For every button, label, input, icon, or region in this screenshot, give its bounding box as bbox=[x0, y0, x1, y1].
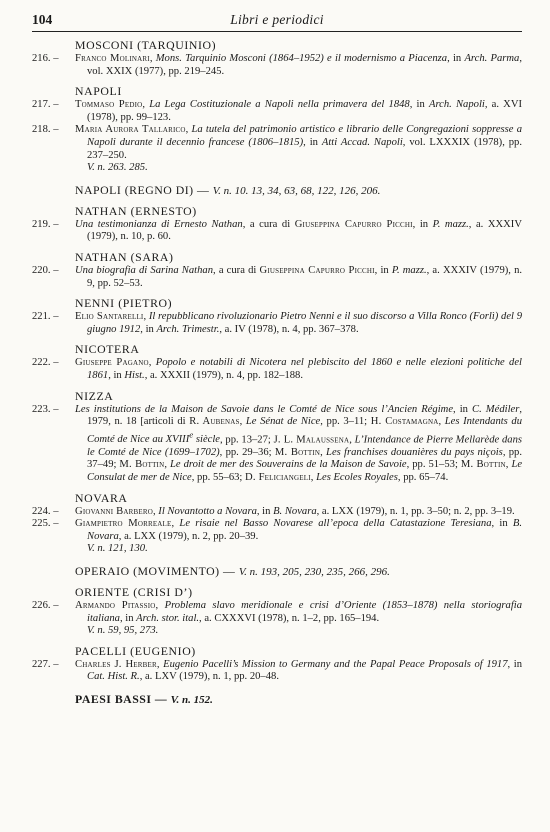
entry-citation: Armando Pitassio, Problema slavo meridionale e crisi d’Oriente (1853–1878) nella storiografia italiana, in Arch. stor. ital., a. CXXXVI (1978), n. 1–2, pp. 165–194. bbox=[75, 599, 523, 624]
page-number: 104 bbox=[32, 12, 53, 27]
entry-citation: Giovanni Barbero, Il Novantotto a Novara, in B. Novara, a. LXX (1979), n. 1, pp. 3–50; n. 2, pp. 3–19. bbox=[75, 505, 515, 517]
entry-number: 217. – bbox=[32, 99, 59, 111]
bibliography-entry bbox=[32, 506, 522, 519]
section-heading-oriente: ORIENTE (CRISI D’) bbox=[75, 584, 193, 599]
entry-number: 218. – bbox=[32, 124, 59, 136]
running-title: Libri e periodici bbox=[230, 12, 324, 27]
heading-text: NAPOLI (REGNO DI) — bbox=[75, 182, 213, 197]
entry-number: 227. – bbox=[32, 658, 59, 670]
entry-number: 222. – bbox=[32, 357, 59, 369]
see-also-reference: V. n. 263. 285. bbox=[87, 162, 148, 174]
entry-citation: Una biografia di Sarina Nathan, a cura di Giuseppina Capurro Picchi, in P. mazz., a. XXXIV (1979), n. 9, pp. 52–53. bbox=[75, 264, 523, 289]
see-also-reference: V. n. 121, 130. bbox=[87, 543, 148, 555]
bibliography-entry bbox=[32, 659, 522, 684]
section-heading-paesi-bassi bbox=[75, 692, 522, 707]
bibliography-entry bbox=[32, 404, 522, 485]
entry-number: 226. – bbox=[32, 599, 59, 611]
running-header bbox=[32, 12, 522, 32]
bibliography-entry bbox=[32, 99, 522, 124]
entry-citation: Tommaso Pedio, La Lega Costituzionale a Napoli nella primavera del 1848, in Arch. Napoli, a. XVI (1978), pp. 99–123. bbox=[75, 99, 523, 123]
bibliography-entry bbox=[32, 357, 522, 382]
section-heading-nathan-ernesto: NATHAN (ERNESTO) bbox=[75, 203, 197, 218]
entry-number: 223. – bbox=[32, 403, 59, 415]
section-heading-pacelli: PACELLI (EUGENIO) bbox=[75, 643, 196, 658]
entry-citation: Les institutions de la Maison de Savoie dans le Comté de Nice sous l’Ancien Régime, in C. Médiler, 1979, n. 18 [articoli di R. Aubenas, Le Sénat de Nice, pp. 3–11; H. Costamagna, Les Intendants du Comté de Nice au XVIIIe siècle, pp. 13–27; J. L. Malaussena, L’Intendance de Pierre Mellarède dans le Comté de Nice (1699–1702), pp. 29–36; M. Bottin, Les franchises douanières du pays niçois, pp. 37–49; M. Bottin, Le droit de mer des Souverains de la Maison de Savoie, pp. 51–53; M. Bottin, Le Consulat de mer de Nice, pp. 55–63; D. Feliciangeli, Les Ecoles Royales, pp. 65–74. bbox=[75, 403, 523, 483]
section-heading-nicotera: NICOTERA bbox=[75, 342, 140, 357]
entry-number: 221. – bbox=[32, 311, 59, 323]
entry-number: 225. – bbox=[32, 518, 59, 530]
see-also-reference: V. n. 10. 13, 34, 63, 68, 122, 126, 206. bbox=[212, 184, 381, 197]
entry-number: 219. – bbox=[32, 218, 59, 230]
bibliography-entry bbox=[32, 518, 522, 543]
entry-citation: Una testimonianza di Ernesto Nathan, a cura di Giuseppina Capurro Picchi, in P. mazz., a. XXXIV (1979), n. 10, p. 60. bbox=[75, 218, 522, 243]
bibliography-entry bbox=[32, 265, 522, 290]
bibliography-entry bbox=[32, 124, 522, 162]
bibliography-entry bbox=[32, 311, 522, 336]
bibliography-entry bbox=[32, 53, 522, 78]
see-also-reference: V. n. 59, 95, 273. bbox=[87, 625, 159, 637]
entry-citation: Elio Santarelli, Il repubblicano rivoluzionario Pietro Nenni e il suo discorso a Villa Ronco (Forlì) del 9 giugno 1912, in Arch. Trimestr., a. IV (1978), n. 4, pp. 367–378. bbox=[75, 311, 522, 335]
entry-citation: Giampietro Morreale, Le risaie nel Basso Novarese all’epoca della Catastazione Teresiana, in B. Novara, a. LXX (1979), n. 2, pp. 20–39. bbox=[75, 518, 523, 542]
section-heading-operaio bbox=[75, 564, 522, 579]
entry-number: 220. – bbox=[32, 264, 59, 276]
entry-citation: Maria Aurora Tallarico, La tutela del patrimonio artistico e librario delle Congregazioni soppresse a Napoli durante il decennio francese (1806–1815), in Atti Accad. Napoli, vol. LXXXIX (1978), pp. 237–250. bbox=[75, 124, 523, 161]
section-heading-novara: NOVARA bbox=[75, 490, 128, 505]
entry-citation: Franco Molinari, Mons. Tarquinio Mosconi (1864–1952) e il modernismo a Piacenza, in Arch. Parma, vol. XXIX (1977), pp. 219–245. bbox=[75, 53, 523, 77]
section-heading-nenni: NENNI (PIETRO) bbox=[75, 296, 173, 311]
see-also-reference: V. n. 152. bbox=[170, 693, 213, 706]
section-heading-napoli: NAPOLI bbox=[75, 84, 122, 99]
see-also-reference: V. n. 193, 205, 230, 235, 266, 296. bbox=[238, 565, 390, 578]
section-heading-nizza: NIZZA bbox=[75, 388, 114, 403]
entry-number: 224. – bbox=[32, 505, 59, 517]
bibliography-entry bbox=[32, 600, 522, 625]
entry-citation: Giuseppe Pagano, Popolo e notabili di Nicotera nel plebiscito del 1860 e nelle elezioni politiche del 1861, in Hist., a. XXXII (1979), n. 4, pp. 182–188. bbox=[75, 357, 522, 381]
heading-text: OPERAIO (MOVIMENTO) — bbox=[75, 563, 239, 578]
section-heading-napoli-regno bbox=[75, 183, 522, 198]
bibliography-list bbox=[32, 38, 522, 707]
bibliography-entry bbox=[32, 219, 522, 244]
entry-number: 216. – bbox=[32, 53, 59, 64]
entry-citation: Charles J. Herber, Eugenio Pacelli’s Mission to Germany and the Papal Peace Proposals of 1917, in Cat. Hist. R., a. LXV (1979), n. 1, pp. 20–48. bbox=[75, 658, 523, 683]
section-heading-mosconi: MOSCONI (TARQUINIO) bbox=[75, 38, 217, 52]
section-heading-nathan-sara: NATHAN (SARA) bbox=[75, 249, 174, 264]
heading-text: PAESI BASSI — bbox=[75, 691, 171, 706]
